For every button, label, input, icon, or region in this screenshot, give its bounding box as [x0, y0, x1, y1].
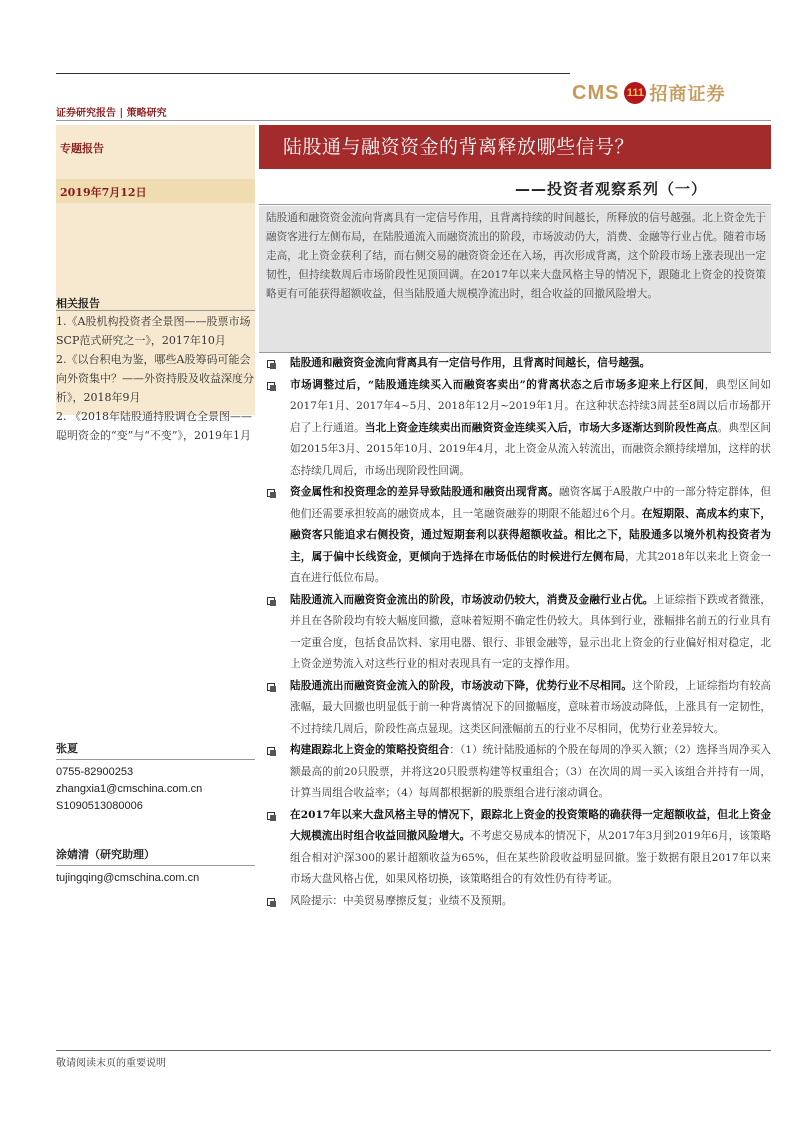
footer-note: 敬请阅读末页的重要说明 [56, 1058, 166, 1069]
footer-divider [56, 1050, 771, 1051]
key-point: 在2017年以来大盘风格主导的情况下，跟踪北上资金的投资策略的确获得一定超额收益，但北上资金大规模流出时组合收益回撤风险增大。不考虑交易成本的情况下，从2017年3月到2019年6月，该策略组合相对沪深300的累计超额收益为65%，但在某些阶段收益明显回撤。鉴于数据有限且2017年以来市场大盘风格占优，如果风格切换，该策略组合的有效性仍有待考证。 [266, 805, 771, 891]
header-divider [56, 120, 771, 121]
analyst-phone: 0755-82900253 [56, 766, 134, 778]
checkbox-bullet-icon [267, 898, 275, 906]
related-report-item[interactable]: 2.《以台积电为鉴，哪些A股筹码可能会向外资集中？——外资持股及收益深度分析》，2018年9月 [56, 353, 254, 404]
cms-logo [572, 78, 725, 108]
checkbox-bullet-icon [267, 382, 275, 390]
related-report-item[interactable]: 2. 《2018年陆股通持股调仓全景图——聪明资金的“变”与“不变”》，2019年1月 [56, 410, 252, 442]
analyst-name: 涂婧清（研究助理） [56, 846, 255, 866]
report-type: 专题报告 [60, 142, 104, 155]
analyst-email[interactable]: tujingqing@cmschina.com.cn [56, 872, 200, 884]
analyst-email[interactable]: zhangxia1@cmschina.com.cn [56, 783, 203, 795]
logo-cn-text: 招商证券 [649, 84, 726, 105]
series-divider [259, 204, 771, 205]
related-report-item[interactable]: 1.《A股机构投资者全景图——股票市场SCP范式研究之一》，2017年10月 [56, 315, 251, 347]
report-date: 2019年7月12日 [56, 179, 255, 203]
checkbox-bullet-icon [267, 597, 275, 605]
top-rule [56, 73, 570, 74]
checkbox-bullet-icon [267, 360, 275, 368]
key-point: 陆股通流入而融资资金流出的阶段，市场波动仍较大，消费及金融行业占优。上证综指下跌或者微涨，并且在各阶段均有较大幅度回撤，意味着短期不确定性仍较大。具体到行业，涨幅排名前五的行业具有一定重合度，包括食品饮料、家用电器、银行、非银金融等，显示出北上资金的行业偏好相对稳定，北上资金逆势流入对这些行业的相对表现具有一定的支撑作用。 [266, 590, 771, 676]
analyst-name: 张夏 [56, 740, 255, 760]
key-point: 市场调整过后，“陆股通连续买入而融资客卖出”的背离状态之后市场多迎来上行区间，典型区间如2017年1月、2017年4~5月、2018年12月~2019年1月。在这种状态持续3周甚至8周以后市场都开启了上行通道。当北上资金连续卖出而融资资金连续买入后，市场大多逐渐达到阶段性高点。典型区间如2015年3月、2015年10月、2019年4月，北上资金从流入转流出，而融资余额持续增加，这样的状态持续几周后，市场出现阶段性回调。 [266, 375, 771, 483]
related-reports-title: 相关报告 [56, 297, 100, 310]
checkbox-bullet-icon [267, 683, 275, 691]
logo-mark-icon: 111 [624, 82, 646, 104]
analyst-card [56, 846, 255, 887]
checkbox-bullet-icon [267, 747, 275, 755]
risk-warning: 风险提示：中美贸易摩擦反复；业绩不及预期。 [266, 891, 771, 913]
series-subtitle: ——投资者观察系列（一） [515, 180, 708, 198]
summary-box: 陆股通和融资资金流向背离具有一定信号作用，且背离持续的时间越长，所释放的信号越强。北上资金先于融资客进行左侧布局，在陆股通流入而融资流出的阶段，市场波动仍大，消费、金融等行业占优。随着市场走高，北上资金获利了结，而右侧交易的融资资金还在入场，再次形成背离，这个阶段市场上涨表现出一定韧性，但持续数周后市场阶段性见顶回调。在2017年以来大盘风格主导的情况下，跟随北上资金的投资策略更有可能获得超额收益，但当陆股通大规模净流出时，组合收益的回撤风险增大。 [259, 206, 771, 352]
related-reports-list [56, 312, 255, 445]
checkbox-bullet-icon [267, 812, 275, 820]
analyst-license: S1090513080006 [56, 800, 143, 812]
key-point: 陆股通流出而融资资金流入的阶段，市场波动下降，优势行业不尽相同。这个阶段，上证综指均有较高涨幅，最大回撤也明显低于前一种背离情况下的回撤幅度，意味着市场波动降低，上涨具有一定韧性，不过持续几周后，阶段性高点显现。这类区间涨幅前五的行业不尽相同，优势行业差异较大。 [266, 676, 771, 741]
analyst-card [56, 740, 255, 815]
logo-cms-text: CMS [572, 81, 620, 104]
related-divider [56, 310, 255, 311]
key-point: 构建跟踪北上资金的策略投资组合：（1）统计陆股通标的个股在每周的净买入额；（2）选择当周净买入额最高的前20只股票，并将这20只股票构建等权重组合；（3）在次周的周一买入该组合并持有一周，计算当周组合收益率；（4）每周都根据新的股票组合进行滚动调仓。 [266, 740, 771, 805]
page-title: 陆股通与融资资金的背离释放哪些信号？ [283, 136, 635, 158]
key-points-list [266, 353, 771, 912]
key-point: 资金属性和投资理念的差异导致陆股通和融资出现背离。融资客属于A股散户中的一部分特定群体，但他们还需要承担较高的融资成本，且一笔融资融券的期限不能超过6个月。在短期限、高成本约束下，融资客只能追求右侧投资，通过短期套利以获得超额收益。相比之下，陆股通多以境外机构投资者为主，属于偏中长线资金，更倾向于选择在市场低估的时候进行左侧布局，尤其2018年以来北上资金一直在进行低位布局。 [266, 482, 771, 590]
breadcrumb: 证券研究报告 | 策略研究 [56, 108, 167, 119]
checkbox-bullet-icon [267, 489, 275, 497]
key-point: 陆股通和融资资金流向背离具有一定信号作用，且背离时间越长，信号越强。 [266, 353, 771, 375]
